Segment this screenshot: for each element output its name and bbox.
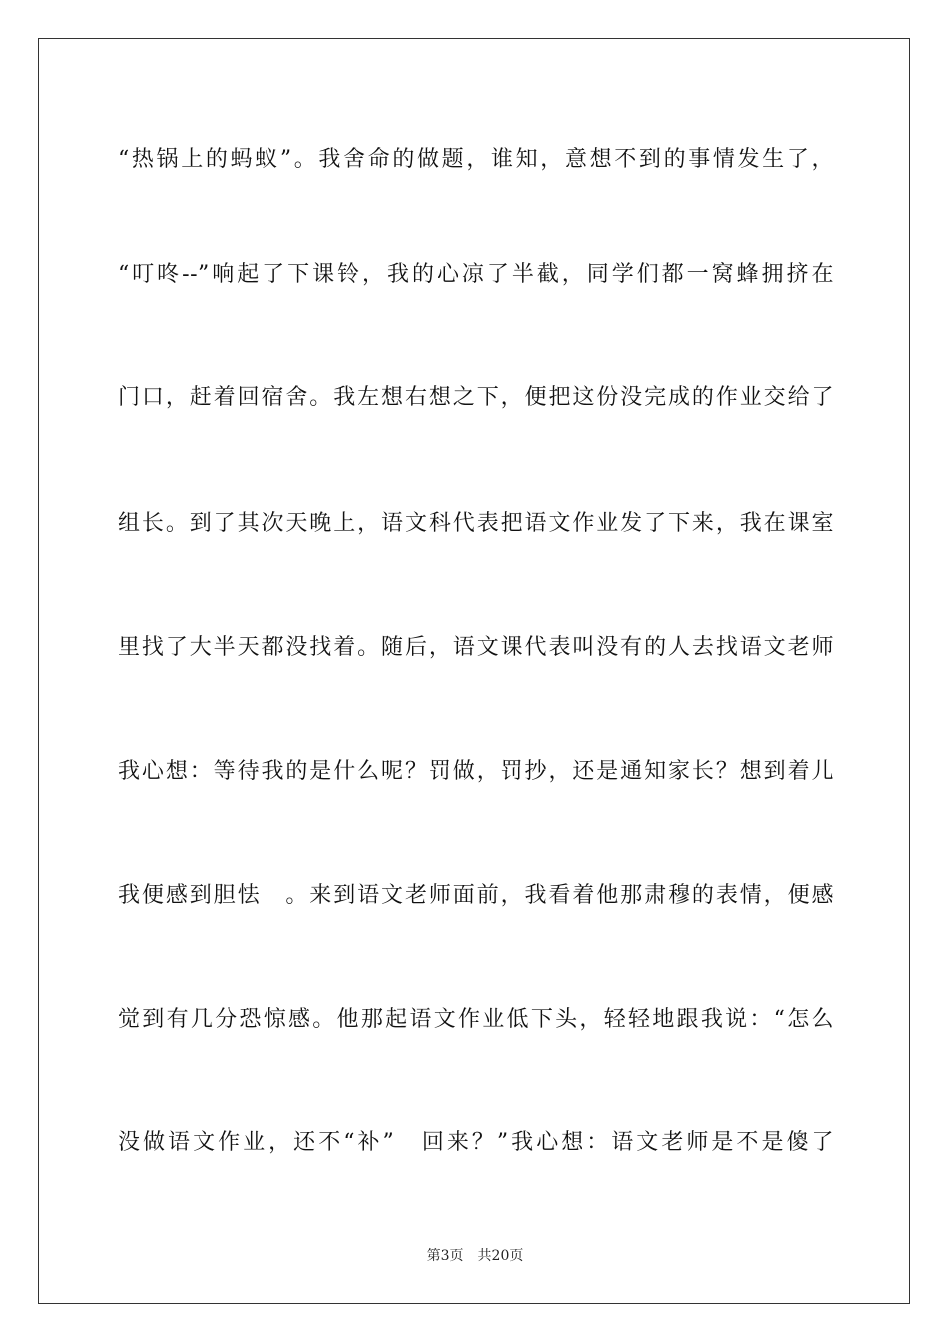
text-line-2: “叮咚--”响起了下课铃，我的心凉了半截，同学们都一窝蜂拥挤在 [118,262,834,287]
text-line-7: 我便感到胆怯 。来到语文老师面前，我看着他那肃穆的表情，便感 [118,883,834,908]
text-line-5: 里找了大半天都没找着。随后，语文课代表叫没有的人去找语文老师 [118,635,834,660]
page-border [38,38,910,1304]
text-line-4: 组长。到了其次天晚上，语文科代表把语文作业发了下来，我在课室 [118,511,834,536]
text-line-9: 没做语文作业，还不“补” 回来？”我心想：语文老师是不是傻了 [118,1130,834,1155]
text-line-8: 觉到有几分恐惊感。他那起语文作业低下头，轻轻地跟我说：“怎么 [118,1007,834,1032]
text-line-6: 我心想：等待我的是什么呢？罚做，罚抄，还是通知家长？想到着儿 [118,759,834,784]
text-line-1: “热锅上的蚂蚁”。我舍命的做题，谁知，意想不到的事情发生了， [118,147,834,172]
text-line-3: 门口，赶着回宿舍。我左想右想之下，便把这份没完成的作业交给了 [118,385,834,410]
page-number-footer: 第3页 共20页 [426,1248,524,1264]
